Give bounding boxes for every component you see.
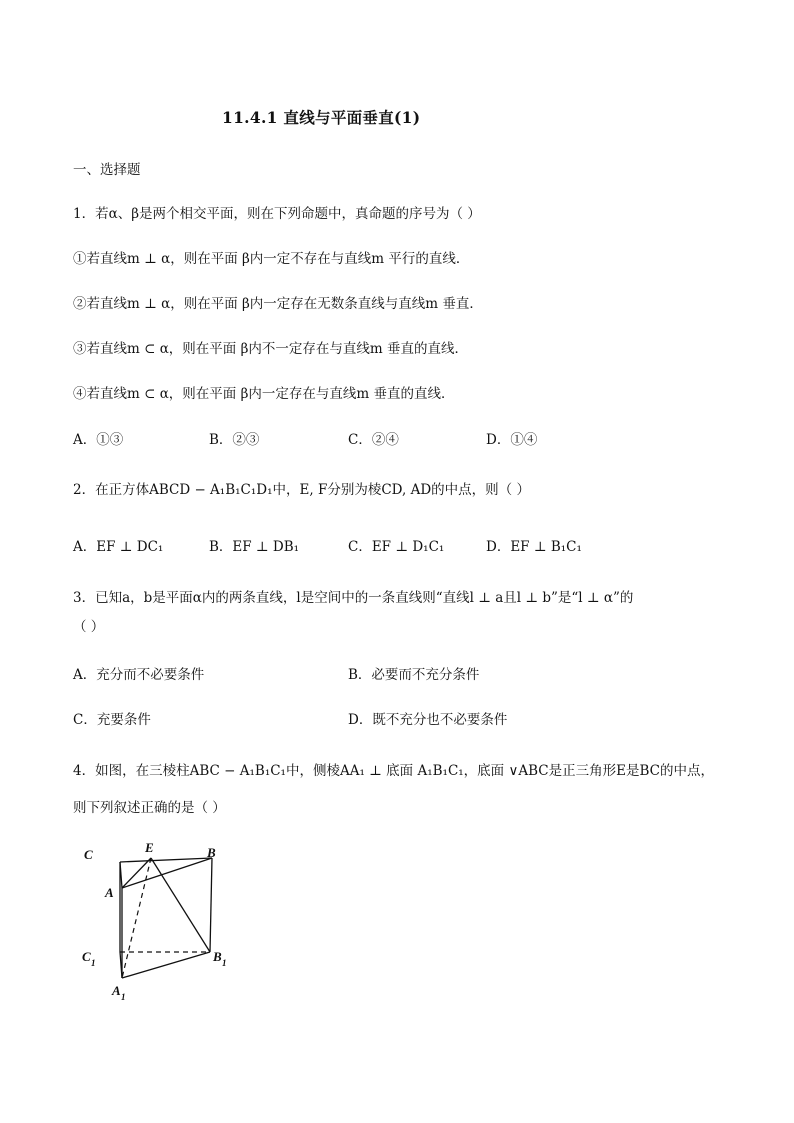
label-a: A [105,885,114,900]
question-1-statement-4: ④若直线m ⊂ α，则在平面 β内一定存在与直线m 垂直的直线． [73,386,455,402]
question-1-statement-3: ③若直线m ⊂ α，则在平面 β内不一定存在与直线m 垂直的直线． [73,341,468,357]
label-c: C [84,847,93,862]
question-1-option-b: B．②③ [209,432,260,448]
prism-figure [76,835,246,1005]
question-3-option-d: D．既不充分也不必要条件 [348,712,508,728]
label-b1-subscript: 1 [222,958,227,968]
question-1-option-c: C．②④ [348,432,399,448]
question-1-option-a: A．①③ [73,432,124,448]
label-a1: A [112,983,121,998]
question-4-stem: 4．如图，在三棱柱ABC − A₁B₁C₁中，侧棱AA₁ ⊥ 底面 A₁B₁C₁，底面 ∨ABC是正三角形E是BC的中点， [73,763,714,779]
question-3-option-b: B．必要而不充分条件 [348,667,480,683]
question-1-statement-1: ①若直线m ⊥ α，则在平面 β内一定不存在与直线m 平行的直线． [73,251,470,267]
question-2-stem: 2．在正方体ABCD − A₁B₁C₁D₁中，E, F分别为棱CD, AD的中点，则（ ） [73,482,530,498]
question-1-statement-2: ②若直线m ⊥ α，则在平面 β内一定存在无数条直线与直线m 垂直． [73,296,483,312]
label-b1: B [213,949,222,964]
section-heading: 一、选择题 [73,162,141,178]
question-1-option-d: D．①④ [486,432,538,448]
label-a1-subscript: 1 [121,992,126,1002]
question-2-option-c: C．EF ⊥ D₁C₁ [348,539,445,555]
question-1-stem: 1．若α、β是两个相交平面，则在下列命题中，真命题的序号为（ ） [73,206,481,222]
label-c1-subscript: 1 [91,958,96,968]
page-title: 11.4.1 直线与平面垂直(1) [222,108,421,127]
question-2-option-a: A．EF ⊥ DC₁ [73,539,164,555]
label-b: B [207,845,216,860]
question-2-option-b: B．EF ⊥ DB₁ [209,539,300,555]
question-3-stem-continued: （ ） [73,619,105,635]
question-3-stem: 3．已知a，b是平面α内的两条直线，l是空间中的一条直线则“直线l ⊥ a且l ⊥ b”是“l ⊥ α”的 [73,590,634,606]
question-2-option-d: D．EF ⊥ B₁C₁ [486,539,582,555]
label-c1: C [82,949,91,964]
question-3-option-a: A．充分而不必要条件 [73,667,205,683]
question-3-option-c: C．充要条件 [73,712,151,728]
question-4-stem-continued: 则下列叙述正确的是（ ） [73,800,226,816]
label-e: E [145,840,154,855]
